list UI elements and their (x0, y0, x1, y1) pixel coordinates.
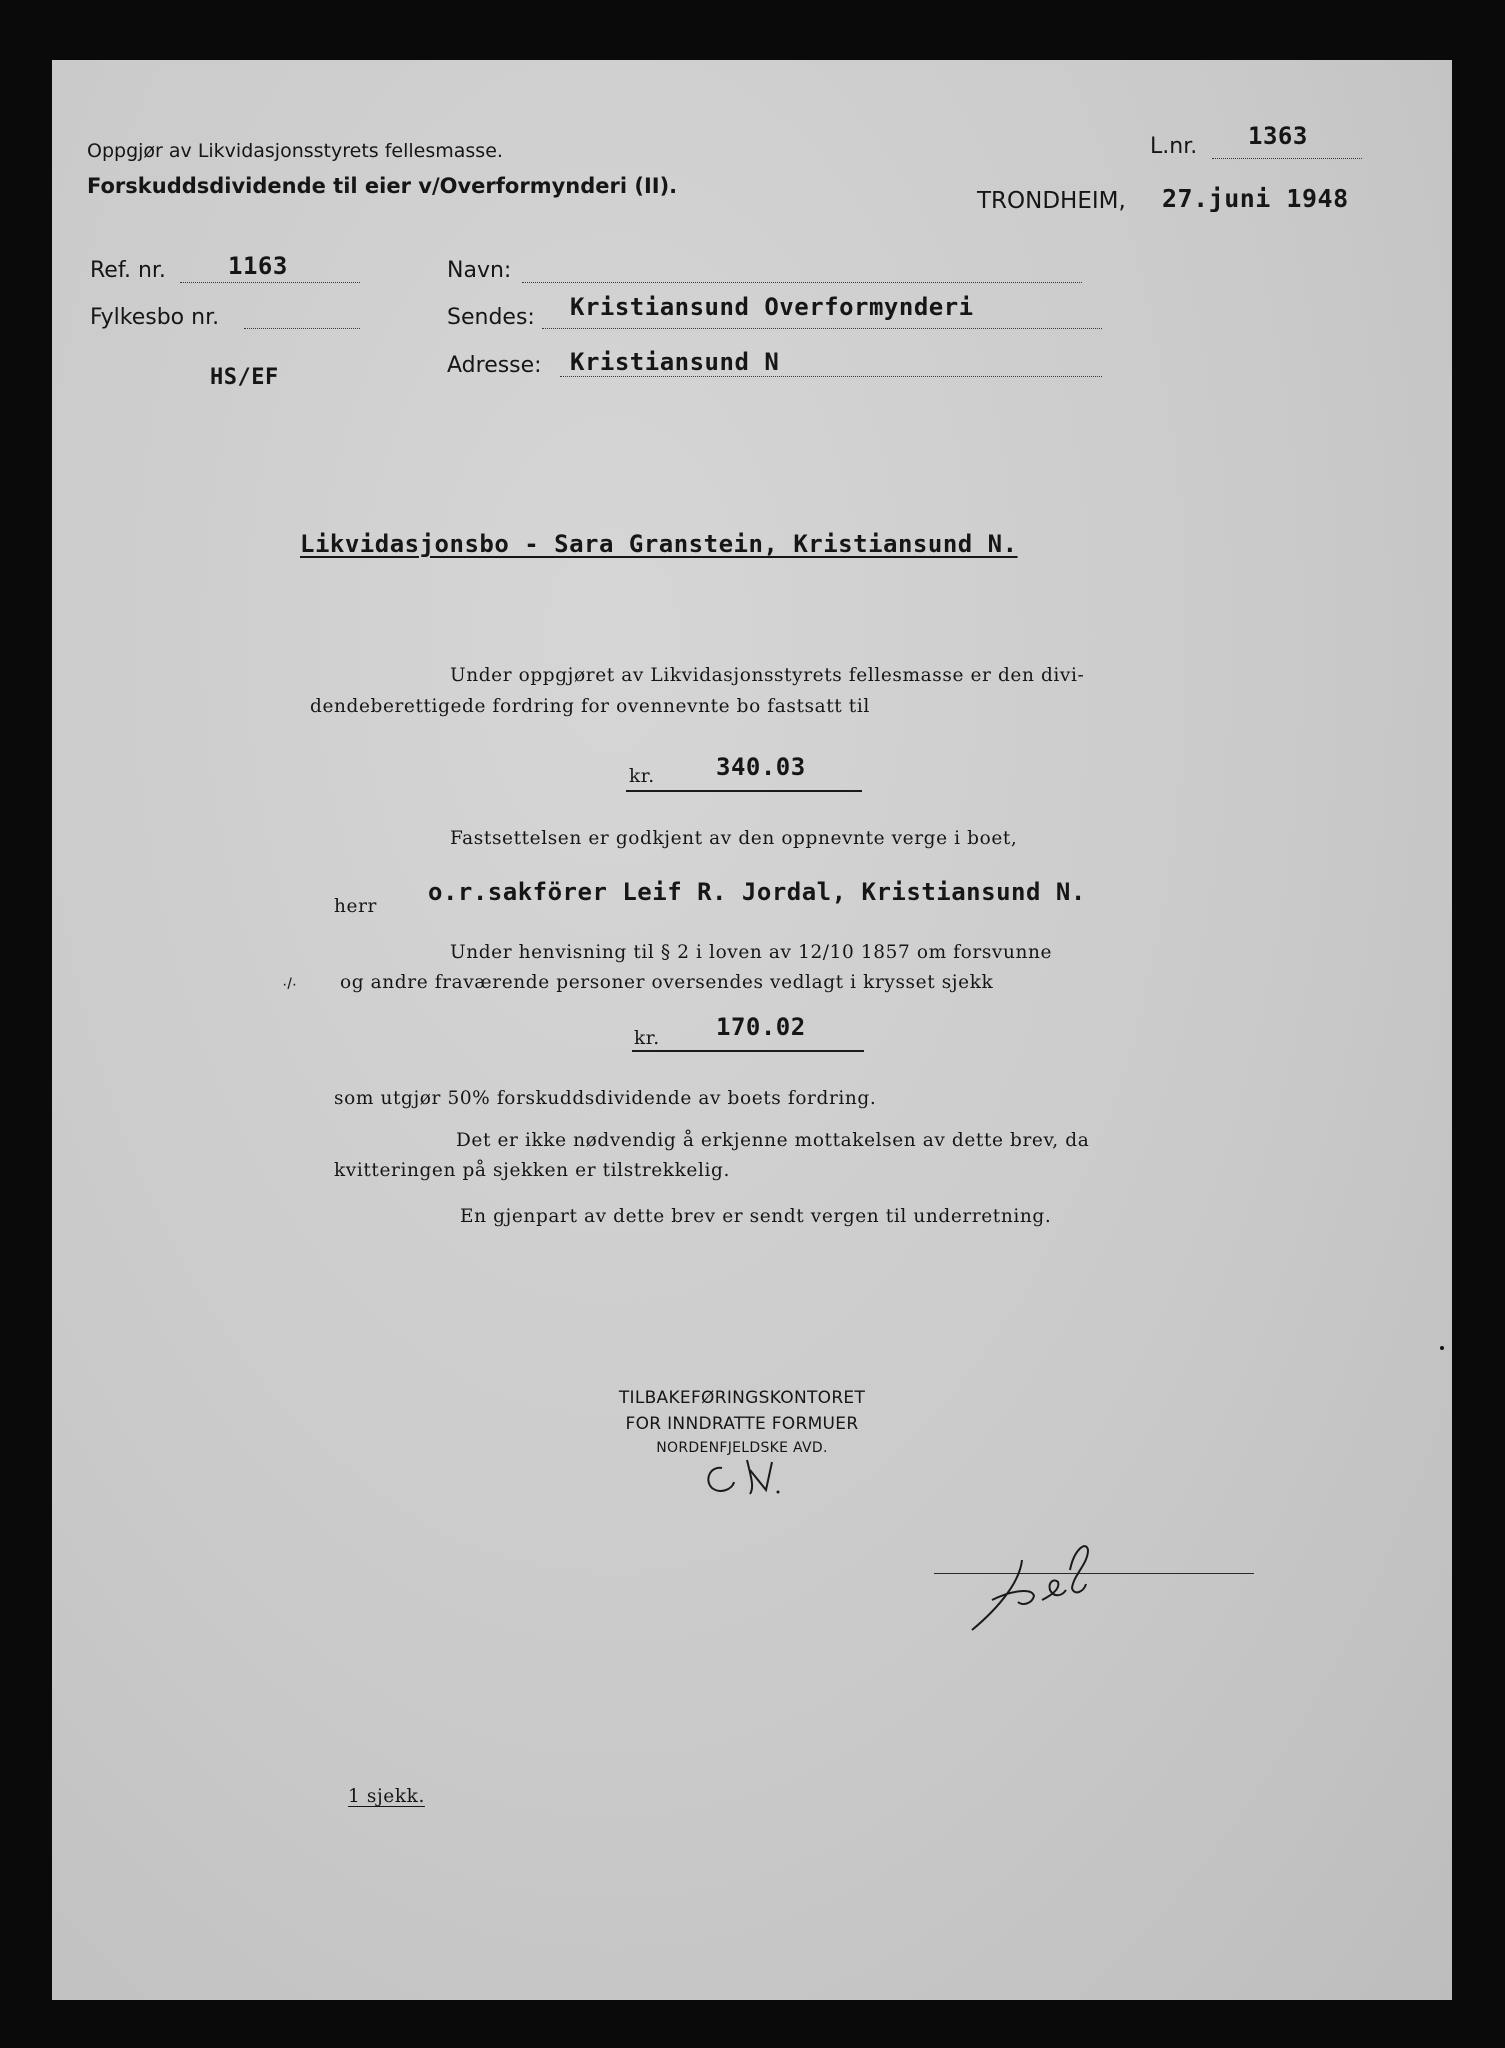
dust-speck (1440, 1346, 1444, 1350)
ref-value: 1163 (228, 252, 288, 280)
fylkesbo-dotted-line (244, 328, 360, 329)
lnr-label: L.nr. (1150, 134, 1198, 159)
navn-label: Navn: (447, 258, 512, 283)
guardian-name: o.r.sakförer Leif R. Jordal, Kristiansund N. (428, 878, 1086, 906)
amount1-value: 340.03 (716, 753, 806, 781)
sendes-label: Sendes: (447, 305, 535, 330)
sendes-value: Kristiansund Overformynderi (570, 293, 974, 321)
office-stamp (582, 1388, 902, 1456)
body-p6: En gjenpart av dette brev er sendt vergen til underretning. (460, 1206, 1052, 1227)
subject-line: Likvidasjonsbo - Sara Granstein, Kristiansund N. (300, 530, 1018, 558)
amount1-prefix: kr. (629, 766, 655, 787)
amount2-value: 170.02 (716, 1013, 806, 1041)
header-line-1: Oppgjør av Likvidasjonsstyrets fellesmasse. (87, 140, 503, 162)
header-line-2: Forskuddsdividende til eier v/Overformynderi (II). (87, 174, 678, 198)
lnr-dotted-line (1212, 158, 1362, 159)
typist-initials: HS/EF (210, 365, 279, 390)
stamp-line-3: NORDENFJELDSKE AVD. (656, 1440, 828, 1456)
ref-label: Ref. nr. (90, 258, 166, 283)
body-p3-line2: og andre fraværende personer oversendes vedlagt i krysset sjekk (340, 972, 994, 993)
handwritten-signature (962, 1530, 1202, 1640)
amount2-prefix: kr. (634, 1028, 660, 1049)
place-label: TRONDHEIM, (977, 188, 1126, 214)
adresse-dotted-line (560, 376, 1102, 377)
lnr-value: 1363 (1248, 122, 1308, 150)
ref-dotted-line (180, 282, 360, 283)
adresse-label: Adresse: (447, 353, 542, 378)
fylkesbo-label: Fylkesbo nr. (90, 305, 220, 330)
stamp-line-2: FOR INNDRATTE FORMUER (625, 1414, 859, 1434)
body-p5-line1: Det er ikke nødvendig å erkjenne mottakelsen av dette brev, da (456, 1130, 1090, 1151)
body-p3-line1: Under henvisning til § 2 i loven av 12/10 1857 om forsvunne (450, 942, 1053, 963)
body-p1-line2: dendeberettigede fordring for ovennevnte bo fastsatt til (310, 696, 870, 717)
amount1-underline (626, 790, 862, 792)
stamp-initials-scribble (692, 1450, 812, 1510)
letter-page (52, 60, 1452, 2000)
margin-mark: ·/· (282, 976, 298, 993)
body-p5-line2: kvitteringen på sjekken er tilstrekkelig. (334, 1160, 730, 1181)
navn-dotted-line (522, 282, 1082, 283)
enclosure-note: 1 sjekk. (348, 1786, 425, 1807)
body-p1-line1: Under oppgjøret av Likvidasjonsstyrets fellesmasse er den divi- (450, 665, 1085, 686)
stamp-line-1: TILBAKEFØRINGSKONTORET (618, 1388, 866, 1408)
sendes-dotted-line (542, 328, 1102, 329)
amount2-underline (632, 1050, 864, 1052)
body-p2: Fastsettelsen er godkjent av den oppnevnte verge i boet, (450, 828, 1018, 849)
adresse-value: Kristiansund N (570, 348, 780, 376)
letter-date: 27.juni 1948 (1162, 184, 1349, 213)
body-p4: som utgjør 50% forskuddsdividende av boets fordring. (334, 1088, 877, 1109)
herr-label: herr (334, 896, 377, 917)
